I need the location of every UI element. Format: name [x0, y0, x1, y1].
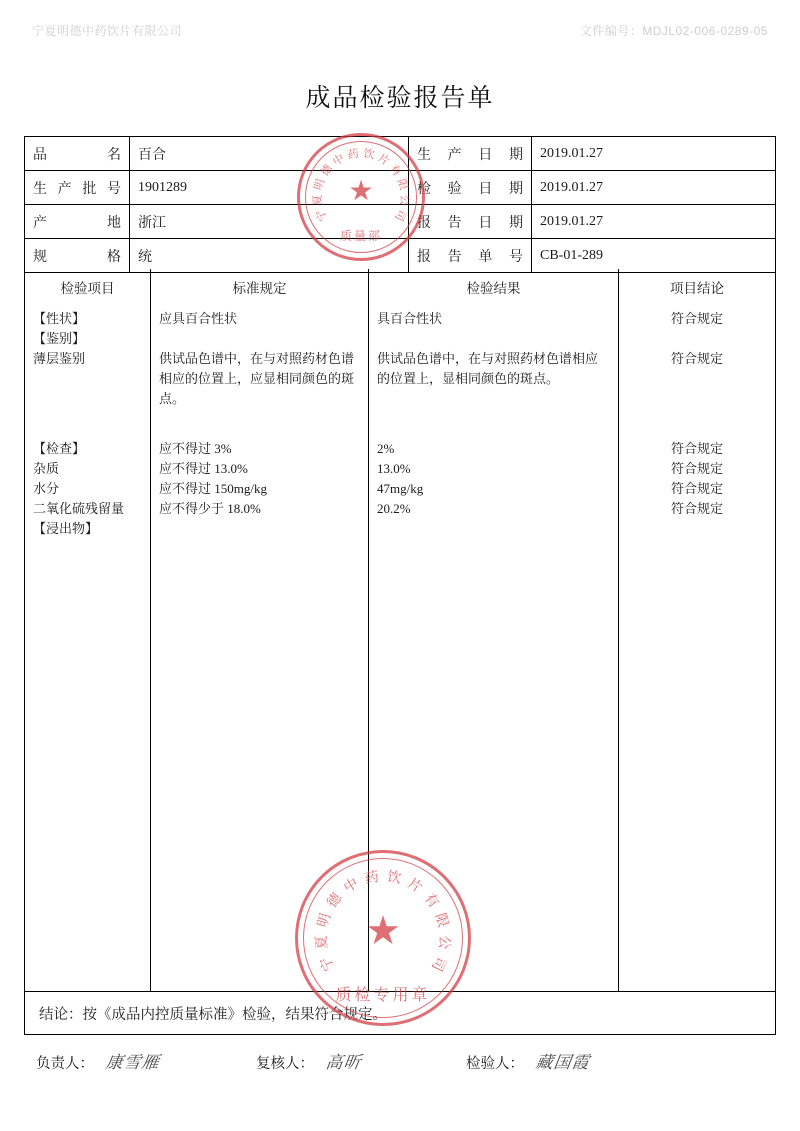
meta-label-batch-no: 生产批号 [25, 171, 130, 205]
conclusion-extract: 符合规定 [670, 501, 723, 516]
standard-zazhi: 应不得过 3% [159, 441, 232, 456]
item-extract: 【浸出物】 [33, 521, 99, 536]
column-results [369, 269, 619, 992]
report-table [24, 136, 776, 1035]
conclusion-shuifen: 符合规定 [670, 461, 723, 476]
item-jiancha: 【检查】 [33, 441, 86, 456]
meta-value-product-name: 百合 [130, 137, 409, 171]
results-grid [25, 269, 775, 992]
column-header-standard: 标准规定 [232, 281, 287, 296]
column-conclusions [619, 269, 775, 992]
signature-name-inspector: 藏国霞 [534, 1053, 592, 1073]
meta-value-report-date: 2019.01.27 [532, 205, 776, 239]
meta-value-origin: 浙江 [130, 205, 409, 239]
signature-name-reviewer: 高昕 [324, 1053, 364, 1073]
standard-extract: 应不得少于 18.0% [159, 501, 261, 516]
item-so2-residue: 二氧化硫残留量 [33, 501, 125, 516]
stamp-bottom-text-bottom: 质检专用章 [335, 985, 431, 1004]
table-row [25, 171, 775, 205]
item-zazhi: 杂质 [33, 461, 60, 476]
meta-value-report-no: CB-01-289 [532, 239, 776, 273]
column-body-item [25, 291, 150, 539]
meta-label-inspection-date: 检验日期 [409, 171, 532, 205]
signature-row [24, 1048, 776, 1073]
column-body-conclusion [619, 291, 775, 519]
meta-label-origin: 产 地 [25, 205, 130, 239]
result-xingzhuang: 具百合性状 [377, 311, 443, 326]
column-items [25, 269, 151, 992]
signature-name-responsible: 康雪雁 [104, 1053, 162, 1073]
meta-label-production-date: 生产日期 [409, 137, 532, 171]
meta-label-report-no: 报告单号 [409, 239, 532, 273]
column-body-result [369, 291, 618, 519]
signature-reviewer [256, 1048, 466, 1073]
table-row [25, 205, 775, 239]
signature-label-inspector: 检验人： [466, 1056, 524, 1072]
item-shuifen: 水分 [33, 481, 60, 496]
meta-label-product-name: 品 名 [25, 137, 130, 171]
result-baoceng-jianbie: 供试品色谱中，在与对照药材色谱相应的位置上，显相同颜色的斑点。 [377, 351, 599, 386]
standard-shuifen: 应不得过 13.0% [159, 461, 248, 476]
meta-table [25, 137, 775, 273]
column-header-conclusion: 项目结论 [670, 281, 724, 296]
conclusion-so2-residue: 符合规定 [670, 481, 723, 496]
meta-value-specification: 统 [130, 239, 409, 273]
column-header-item: 检验项目 [60, 281, 115, 296]
signature-label-reviewer: 复核人： [256, 1056, 314, 1072]
item-baoceng-jianbie: 薄层鉴别 [33, 351, 86, 366]
page-title: 成品检验报告单 [305, 83, 495, 112]
result-so2-residue: 47mg/kg [377, 481, 424, 496]
company-name: 宁夏明德中药饮片有限公司 [32, 23, 183, 38]
standard-so2-residue: 应不得过 150mg/kg [159, 481, 267, 496]
meta-value-inspection-date: 2019.01.27 [532, 171, 776, 205]
standard-baoceng-jianbie: 供试品色谱中，在与对照药材色谱相应的位置上，应显相同颜色的斑点。 [159, 351, 355, 406]
meta-value-production-date: 2019.01.27 [532, 137, 776, 171]
signature-label-responsible: 负责人： [36, 1056, 94, 1072]
column-body-standard [151, 291, 368, 519]
document-header [32, 22, 768, 38]
column-standards [151, 269, 369, 992]
stamp-arc-text-top: 宁 夏 明 德 中 药 饮 片 有 限 公 司 [310, 146, 412, 224]
signature-inspector [466, 1048, 686, 1073]
meta-label-report-date: 报告日期 [409, 205, 532, 239]
result-zazhi: 2% [377, 441, 395, 456]
item-xingzhuang: 【性状】 [33, 311, 86, 326]
stamp-bottom-text-top: 质量部 [339, 229, 382, 243]
item-jianbie: 【鉴别】 [33, 331, 86, 346]
conclusion-baoceng-jianbie: 符合规定 [670, 351, 723, 366]
result-extract: 20.2% [377, 501, 411, 516]
table-row [25, 137, 775, 171]
conclusion-zazhi: 符合规定 [670, 441, 723, 456]
meta-value-batch-no: 1901289 [130, 171, 409, 205]
column-header-result: 检验结果 [466, 281, 521, 296]
overall-conclusion: 结论：按《成品内控质量标准》检验，结果符合规定。 [25, 991, 775, 1034]
result-shuifen: 13.0% [377, 461, 411, 476]
table-row [25, 239, 775, 273]
star-icon: ★ [348, 176, 374, 208]
star-icon: ★ [365, 908, 401, 954]
standard-xingzhuang: 应具百合性状 [159, 311, 238, 326]
stamp-arc-text-bottom: 宁 夏 明 德 中 药 饮 片 有 限 公 司 [313, 868, 453, 974]
signature-responsible [36, 1048, 256, 1073]
conclusion-xingzhuang: 符合规定 [670, 311, 723, 326]
document-number: 文件编号：MDJL02-006-0289-05 [579, 23, 768, 38]
meta-label-specification: 规 格 [25, 239, 130, 273]
